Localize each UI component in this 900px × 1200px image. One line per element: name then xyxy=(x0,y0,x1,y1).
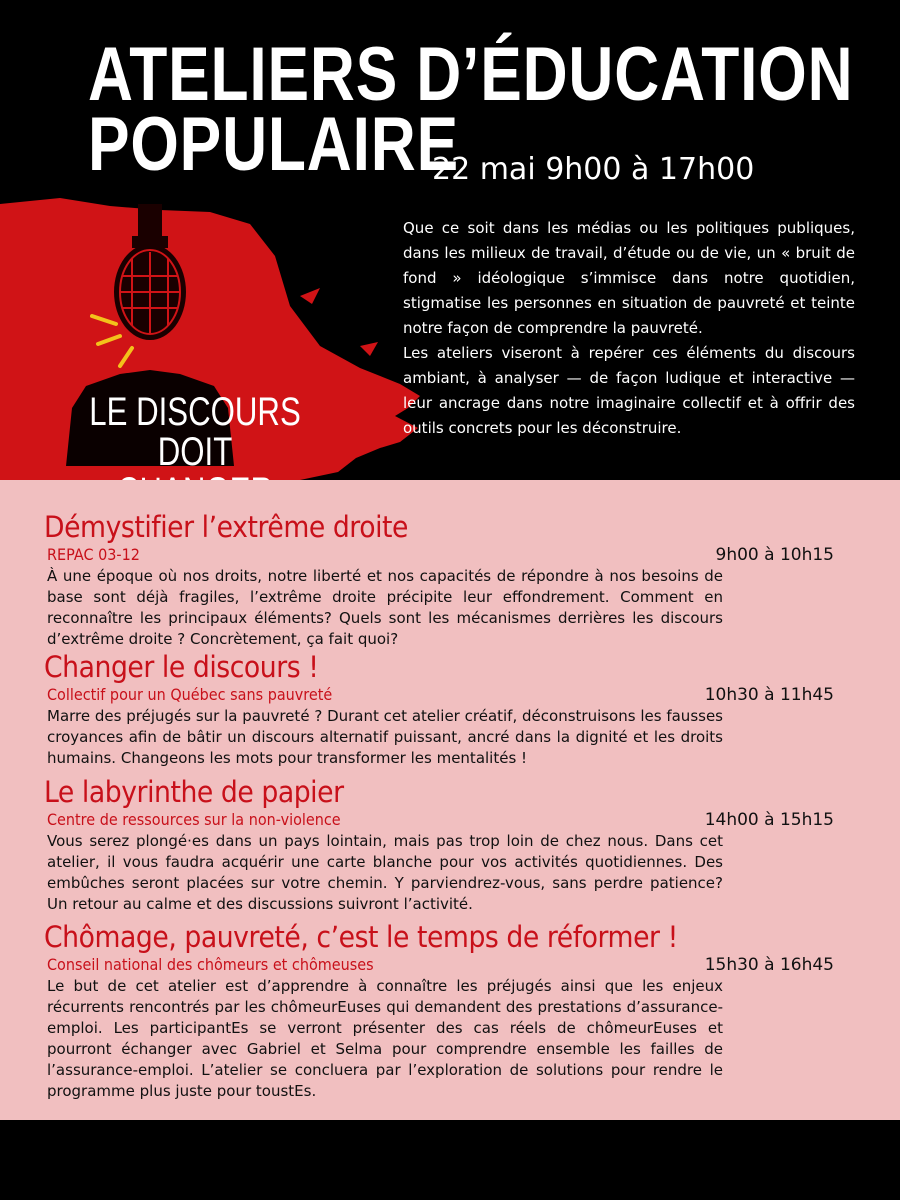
title-line-1: ATELIERS D’ÉDUCATION xyxy=(88,32,854,117)
workshop-title: Chômage, pauvreté, c’est le temps de réformer ! xyxy=(44,920,678,954)
workshop-organization: REPAC 03-12 xyxy=(47,545,140,564)
intro-paragraph-1: Que ce soit dans les médias ou les politiques publiques, dans les milieux de travail, d’étude ou de vie, un « bruit de fond » idéologique s’immisce dans notre quotidien, stigmatise les personnes en situation de pauvreté et teinte notre façon de comprendre la pauvreté. xyxy=(403,219,855,337)
event-date: 22 mai 9h00 à 17h00 xyxy=(432,152,755,187)
footer-band xyxy=(0,1120,900,1200)
workshop-organization: Collectif pour un Québec sans pauvreté xyxy=(47,685,333,704)
workshop-organization: Centre de ressources sur la non-violence xyxy=(47,810,341,829)
workshop-time: 15h30 à 16h45 xyxy=(704,955,834,975)
header xyxy=(0,0,900,480)
intro-paragraph-2: Les ateliers viseront à repérer ces éléments du discours ambiant, à analyser — de façon ludique et interactive — leur ancrage dans notre imaginaire collectif et à offrir des outils concrets pour les déconstruire. xyxy=(403,344,855,437)
workshop-title: Le labyrinthe de papier xyxy=(44,775,344,809)
slogan-line-1: LE DISCOURS DOIT xyxy=(89,390,301,474)
workshop-title: Démystifier l’extrême droite xyxy=(44,510,409,544)
intro-text xyxy=(403,216,855,441)
workshop-time: 10h30 à 11h45 xyxy=(704,685,834,705)
workshop-title: Changer le discours ! xyxy=(44,650,319,684)
title-line-2: POPULAIRE xyxy=(88,102,459,187)
workshop-time: 14h00 à 15h15 xyxy=(704,810,834,830)
workshop-program xyxy=(0,480,900,1120)
workshop-description: Marre des préjugés sur la pauvreté ? Durant cet atelier créatif, déconstruisons les fausses croyances afin de bâtir un discours alternatif puissant, ancré dans la dignité et les droits humains. Changeons les mots pour transformer les mentalités ! xyxy=(47,707,723,767)
workshop-organization: Conseil national des chômeurs et chômeuses xyxy=(47,955,374,974)
workshop-description: Vous serez plongé·es dans un pays lointain, mais pas trop loin de chez nous. Dans cet atelier, il vous faudra acquérir une carte blanche pour vos activités quotidiennes. Des embûches seront placées sur votre chemin. Y parviendrez-vous, sans perdre patience? Un retour au calme et des discussions suivront l’activité. xyxy=(47,832,723,913)
workshop-description: À une époque où nos droits, notre liberté et nos capacités de répondre à nos besoins de base sont déjà fragiles, l’extrême droite précipite leur effondrement. Comment en reconnaître les principaux éléments? Quels sont les mécanismes derrières les discours d’extrême droite ? Concrètement, ça fait quoi? xyxy=(47,567,723,648)
workshop-time: 9h00 à 10h15 xyxy=(715,545,834,565)
workshop-description: Le but de cet atelier est d’apprendre à connaître les préjugés ainsi que les enjeux récurrents rencontrés par les chômeurEuses qui demandent des prestations d’assurance-emploi. Les participantEs se verront présenter des cas réels de chômeurEuses et pourront échanger avec Gabriel et Selma pour comprendre ensemble les failles de l’assurance-emploi. L’atelier se concluera par l’exploration de solutions pour rendre le programme plus juste pour toustEs. xyxy=(47,977,723,1100)
